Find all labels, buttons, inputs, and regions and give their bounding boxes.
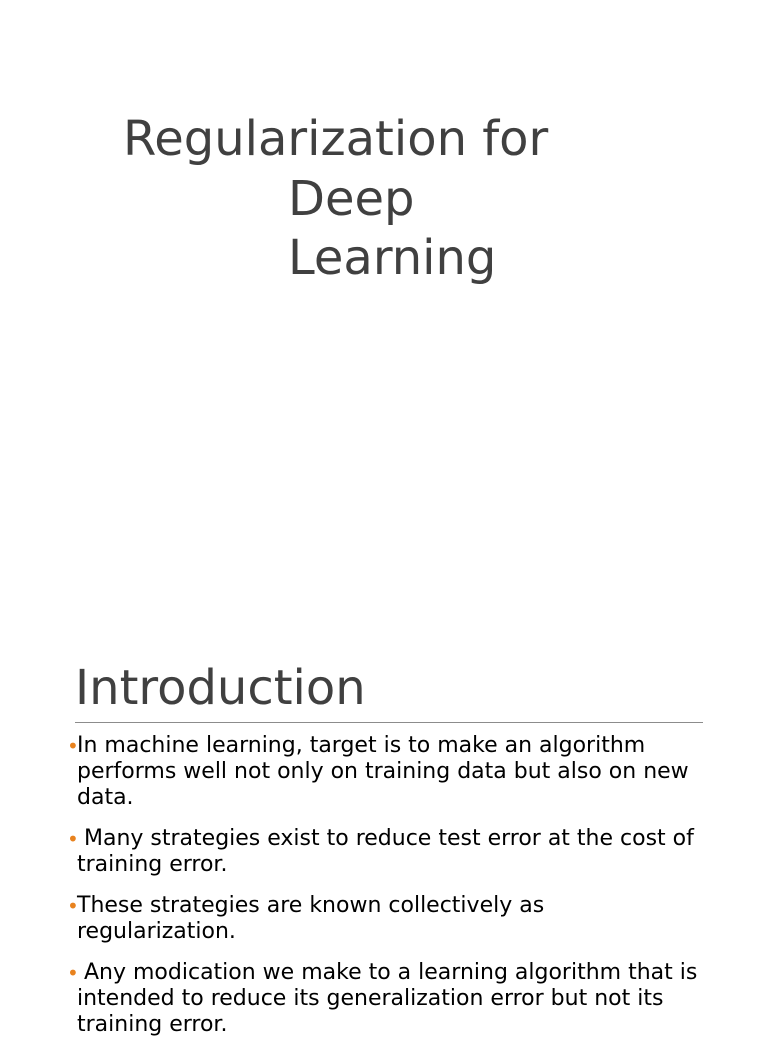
- heading-divider: [75, 722, 703, 723]
- section-heading: Introduction: [75, 660, 366, 716]
- introduction-slide: [0, 640, 768, 1037]
- bullet-text: In machine learning, target is to make an algorithm performs well not only on training data but also on new data.: [77, 733, 696, 810]
- title-line-3: Learning: [288, 230, 497, 286]
- title-line-2: Deep: [288, 171, 415, 227]
- bullet-item: [0, 893, 702, 945]
- title-line-1: Regularization for: [123, 111, 549, 167]
- bullet-dot-icon: •: [67, 734, 79, 758]
- bullet-dot-icon: •: [67, 961, 79, 985]
- bullet-dot-icon: •: [67, 827, 79, 851]
- bullet-list: [0, 733, 768, 1053]
- bullet-item: [0, 826, 702, 878]
- bullet-text: Many strategies exist to reduce test error at the cost of training error.: [77, 826, 701, 877]
- bullet-text: Any modication we make to a learning algorithm that is intended to reduce its generalization error but not its training error.: [77, 960, 705, 1037]
- bullet-dot-icon: •: [67, 894, 79, 918]
- bullet-item: [0, 733, 702, 811]
- bullet-item: [0, 960, 705, 1038]
- bullet-text: These strategies are known collectively as regularization.: [77, 893, 552, 944]
